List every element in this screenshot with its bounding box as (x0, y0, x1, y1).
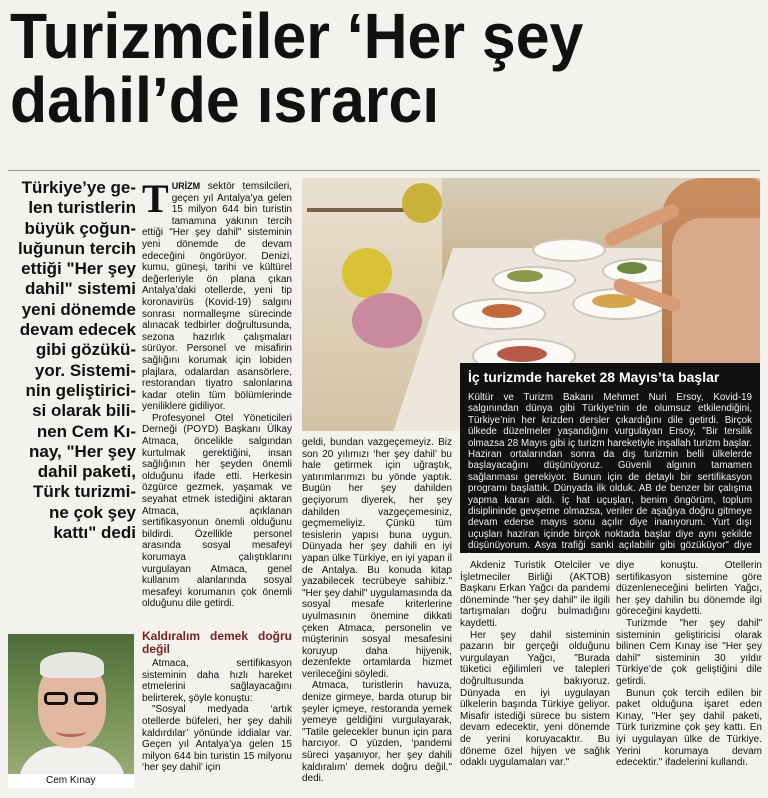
lead-line: gibi gözükü- (35, 340, 136, 360)
lead-line: nay, "Her şey (29, 441, 136, 461)
dropcap: T (142, 176, 169, 221)
box-title: İç turizmde hareket 28 Mayıs’ta başlar (468, 369, 720, 385)
column-1 (142, 176, 292, 610)
lead-line: büyük çoğun- (24, 218, 136, 238)
subhead: Kaldıralım demek doğru değil (142, 629, 292, 656)
paragraph: geldi, bundan vazgeçemeyiz. Biz son 20 yılımızı ‘her şey dahil’ bu hale getirmek için uğraştık, yatırımlarımızı bu yönde yaptık. Bugün her şey dahilden geçiyorum diyerek, her şey dahilden vazgeçemesiniz, geçmemeliyiz. Çünkü tüm tesislerin yapısı buna uygun. Dünyada her şey dahili en iyi yapan ülke Türkiye, en iyi yapan il de Antalya. Bu konuda kitap yazabilecek tecrübeye sahibiz." "Her şey dahil" uygulamasında da sosyal mesafe kriterlerine uyulmasının önemine dikkati çeken Atmaca, personelin ve müşterinin sosyal mesafesini koruyup daha hijyenik, dezenfekte ortamlarda hizmet verileceğini söyledi. (302, 437, 452, 680)
column-2 (302, 437, 452, 785)
paragraph: Turizmde "her şey dahil" sisteminin geliştiricisi olarak bilinen Cem Kınay ise "Her şey dahil" sisteminin 30 yıldır Türkiye’de çok geliştiğini dile getirdi. (616, 617, 762, 687)
photo-caption: Cem Kınay (8, 774, 134, 788)
paragraph: Bunun çok tercih edilen bir paket olduğuna işaret eden Kınay, "Her şey dahil paketi, Türk turizmine çok şey kattı. En iyi uygulayan ülke de Türkiye. Yerini korumaya devam edecektir." ifadelerini kullandı. (616, 687, 762, 769)
lead-line: ettiği "Her şey (21, 259, 136, 279)
lead-paragraph (8, 178, 136, 543)
paragraph: Profesyonel Otel Yöneticileri Derneği (POYD) Başkanı Ülkay Atmaca, öncelikle salgından kurtulmak gerektiğini, insan sağlığının her şeyden önemli olduğunu ifade etti. Herkesin özgürce gezmek, yaşamak ve seyahat etmek istediğini aktaran Atmaca, açıklanan sertifikasyonun önemli olduğunu bildirdi. Özellikle personel arasında sosyal mesafeyi korumaya çalıştıklarını vurgulayan Atmaca, genel kullanım alanlarında sosyal mesafeyi korumanın çok önemli olduğunu dile getirdi. (142, 412, 292, 610)
lead-line: Türkiye’ye ge- (21, 178, 136, 197)
paragraph: sektör temsilcileri, geçen yıl Antalya’ya gelen 15 milyon 644 bin turistin tamamına yakının tercih ettiği "Her şey dahil" sisteminin yeni dönemde de devam edeceğini öngörüyor. Denizi, kumu, güneşi, tarihi ve kültürel değerleriyle ön plana çıkan Antalya’daki otellerde, yeni tip koronavirüs (Kovid-19) salgını sonrası normalleşme sürecinde alınacak tedbirler doğrultusunda, sezona hazırlık çalışmaları sürüyor. Personel ve misafirin sağlığını korumak için lobiden plajlara, odalardan asansörlere, restorandan tiyatro salonlarına kadar otelin tüm bölümlerinde yeniliklere gidiliyor. (142, 181, 292, 413)
lead-line: si olarak bili- (32, 401, 136, 421)
column-4 (616, 560, 762, 769)
portrait-photo (8, 634, 134, 784)
lead-line: devam edecek (19, 320, 136, 340)
column-3 (460, 560, 610, 769)
paragraph: "Sosyal medyada ‘artık otellerde büfeleri, her şey dahili kaldırdılar’ yönünde iddialar var. Geçen yıl Antalya’ya gelen 15 milyon 644 bin turistin 15 milyonu ‘her şey dahil’ için (142, 704, 292, 774)
paragraph: Akdeniz Turistik Otelciler ve İşletmeciler Birliği (AKTOB) Başkanı Erkan Yağcı da pandemi döneminde "her şey dahil" ile ilgili tartışmaları doğru bulmadığını kaydetti. (460, 560, 610, 629)
paragraph: diye konuştu. Otellerin sertifikasyon sistemine göre düzenleneceğini belirten Yağcı, her şey dahilin bu dönemde ilgi göreceğini kaydetti. (616, 560, 762, 618)
headline-line-1: Turizmciler ‘Her şey (10, 0, 584, 72)
lead-line: dahil paketi, (37, 462, 136, 482)
lead-line: dahil" sistemi (24, 279, 136, 299)
paragraph: Atmaca, sertifikasyon sisteminin daha hızlı hareket etmelerini sağlayacağını belirterek, şöyle konuştu: (142, 658, 292, 704)
lead-line: yeni dönemde (21, 299, 136, 319)
headline (10, 0, 723, 136)
paragraph: Atmaca, turistlerin havuza, denize girmeye, barda oturup bir şeyler içmeye, restoranda yemek yemeye geldiğini vurgulayarak, "Tatile gelecekler bunun için para harcıyor. O yüzden, ‘pandemi süreci yaşanıyor, her şey dahili kaldıralım’ demek doğru değil." dedi. (302, 680, 452, 785)
headline-line-2: dahil’de ısrarcı (10, 64, 440, 136)
lead-line: yor. Sistemi- (34, 360, 136, 380)
lead-line: luğunun tercih (17, 238, 136, 258)
lead-line: nen Cem Kı- (36, 421, 136, 441)
lead-line: Türk turizmi- (33, 482, 136, 502)
lead-line: len turistlerin (28, 198, 136, 218)
lead-line: kattı" dedi (53, 523, 136, 543)
sidebar-box (460, 363, 760, 563)
intro-caps: URİZM (171, 181, 201, 191)
column-1-lower (142, 630, 292, 774)
headline-rule (8, 170, 760, 171)
lead-line: nin geliştirici- (25, 380, 136, 400)
paragraph: Her şey dahil sisteminin pazarın bir gerçeği olduğunu vurgulayan Yağcı, "Burada tüketici eğilimleri ve talepleri doğrultusunda bakıyoruz. Dünyada en iyi uygulayan ülkelerin başında Türkiye geliyor. Misafir istediği sürece bu sistem devam edecektir, yeni dönemde de yerini koruyacaktır. Bu döneme özel hijyen ve sağlık odaklı uygulamaları var." (460, 629, 610, 769)
lead-line: ne çok şey (49, 502, 136, 522)
box-text: Kültür ve Turizm Bakanı Mehmet Nuri Ersoy, Kovid-19 salgınından dünya gibi Türkiye’nin de olumsuz etkilendiğini, Türkiye’nin her krizden dersler çıkardığını dile getirdi. Birçok ülkede düzelmeler yaşandığını vurgulayan Ersoy, "Bir tersilik olmazsa 28 Mayıs gibi iç turizm hareketiyle inşallah turizm başlar. Haziran ortalarından sonra da dış turizmin belli ülkelerde başlayacağını düşünüyoruz. Güvenli algının tamamen sağlanması gerekiyor. Bunun için de detaylı bir sertifikasyon programı başlattık. Dünyada ilk olduk. AB de benzer bir çalışma yapma kararı aldı. İç hat uçuşları, benim öngörüm, toplum disiplininde gevşeme olmazsa, veriler de aşağıya doğru gitmeye devam ederse mayıs sonu açılır diye inanıyorum. Yurt dışı uçuşları haziran içinde birçok noktada başlar diye aynı şekilde düşünüyorum. Asya trafiği sanki açılabilir gibi gözüküyor" diye konuştu. (468, 392, 752, 563)
